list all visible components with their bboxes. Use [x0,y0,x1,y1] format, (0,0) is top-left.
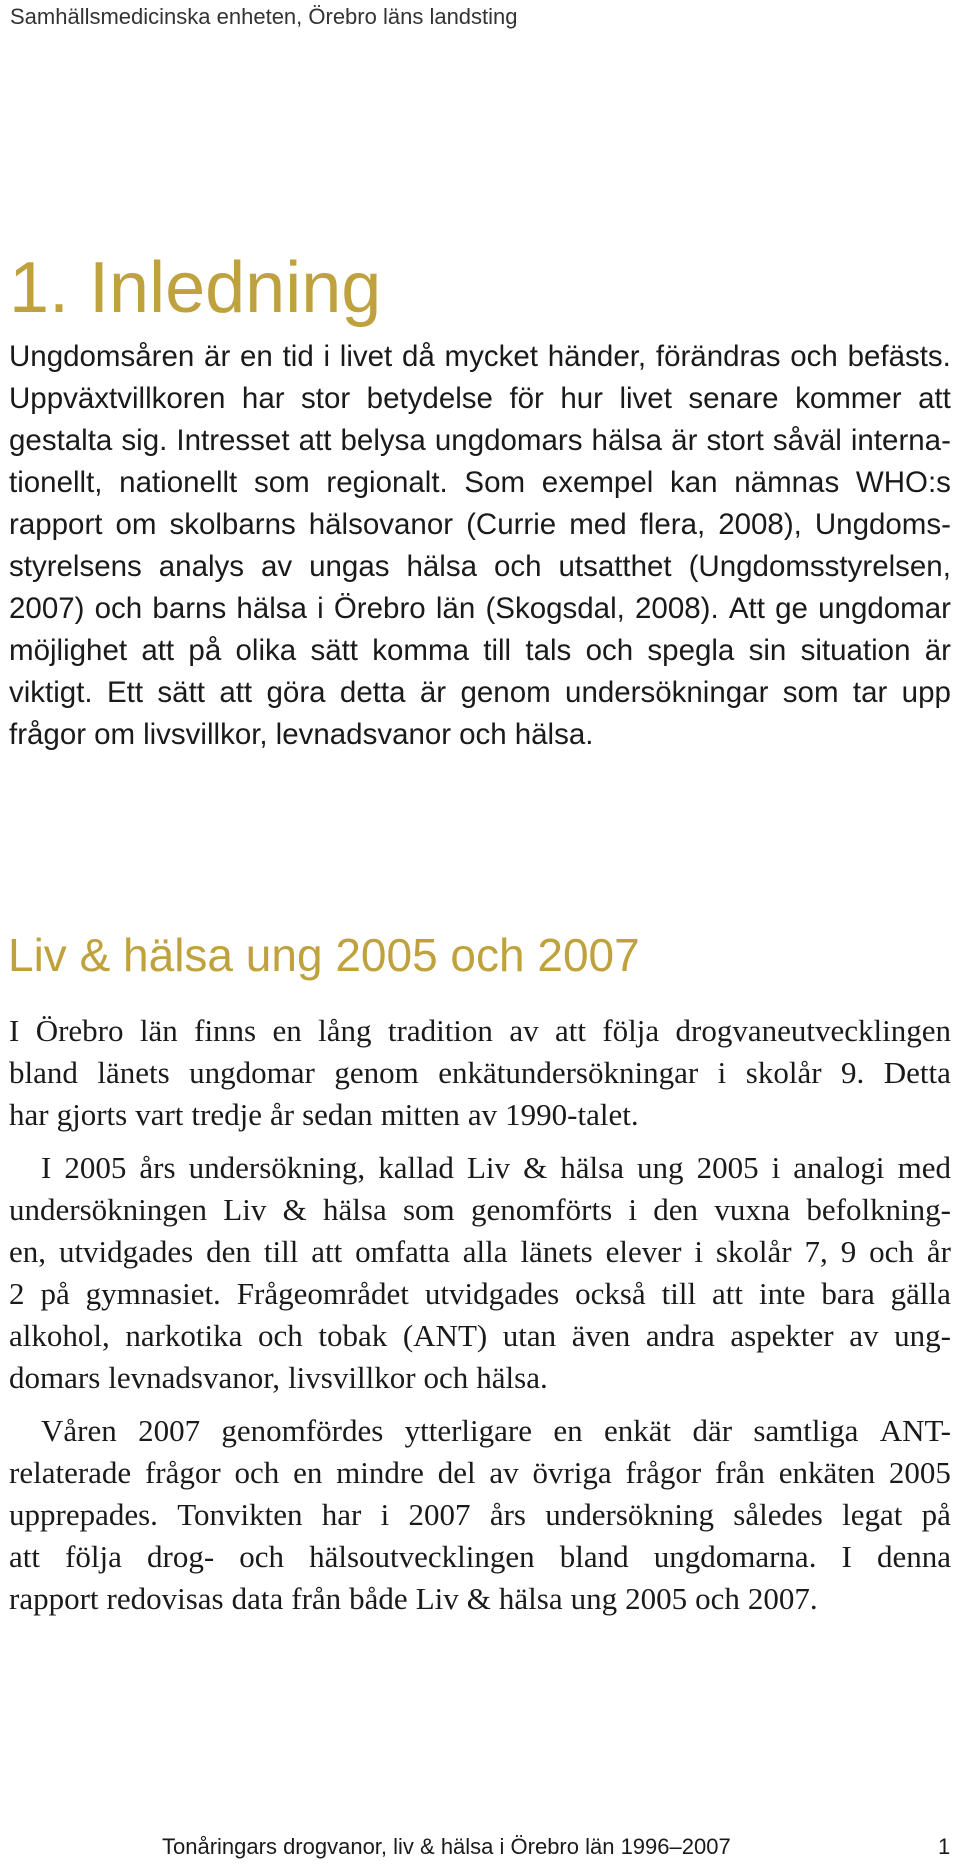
footer-report-title: Tonåringars drogvanor, liv & hälsa i Örebro län 1996–2007 [162,1834,731,1859]
text-line: undersökningen Liv & hälsa som genomförts i den vuxna befolkning- [9,1191,951,1227]
section-heading: Liv & hälsa ung 2005 och 2007 [8,929,640,981]
text-line: har gjorts vart tredje år sedan mitten av 1990-talet. [9,1096,639,1132]
running-header: Samhällsmedicinska enheten, Örebro läns landsting [10,4,518,29]
text-line: 2 på gymnasiet. Frågeområdet utvidgades också till att inte bara gälla [9,1275,951,1311]
text-line: domars levnadsvanor, livsvillkor och hälsa. [9,1359,548,1395]
text-line: att följa drog- och hälsoutvecklingen bland ungdomarna. I denna [9,1538,951,1574]
text-line: I Örebro län finns en lång tradition av att följa drogvaneutvecklingen [9,1012,951,1048]
text-line: Våren 2007 genomfördes ytterligare en enkät där samtliga ANT- [41,1412,951,1448]
text-line: gestalta sig. Intresset att belysa ungdomars hälsa är stort såväl interna- [9,424,951,458]
text-line: relaterade frågor och en mindre del av övriga frågor från enkäten 2005 [9,1454,951,1490]
text-line: alkohol, narkotika och tobak (ANT) utan även andra aspekter av ung- [9,1317,951,1353]
chapter-title: 1. Inledning [9,248,382,328]
text-line: möjlighet att på olika sätt komma till tals och spegla sin situation är [9,634,951,668]
text-line: 2007) och barns hälsa i Örebro län (Skogsdal, 2008). Att ge ungdomar [9,592,951,626]
text-line: frågor om livsvillkor, levnadsvanor och hälsa. [9,718,594,752]
text-line: I 2005 års undersökning, kallad Liv & hälsa ung 2005 i analogi med [41,1149,951,1185]
text-line: tionellt, nationellt som regionalt. Som exempel kan nämnas WHO:s [9,466,951,500]
text-line: upprepades. Tonvikten har i 2007 års undersökning således legat på [9,1496,951,1532]
text-line: Ungdomsåren är en tid i livet då mycket händer, förändras och befästs. [9,340,951,374]
text-line: Uppväxtvillkoren har stor betydelse för hur livet senare kommer att [9,382,951,416]
text-line: en, utvidgades den till att omfatta alla länets elever i skolår 7, 9 och år [9,1233,951,1269]
text-line: styrelsens analys av ungas hälsa och utsatthet (Ungdomsstyrelsen, [9,550,951,584]
text-line: viktigt. Ett sätt att göra detta är genom undersökningar som tar upp [9,676,951,710]
footer-page-number: 1 [938,1834,951,1859]
text-line: rapport redovisas data från både Liv & hälsa ung 2005 och 2007. [9,1580,818,1616]
text-line: bland länets ungdomar genom enkätundersökningar i skolår 9. Detta [9,1054,951,1090]
text-line: rapport om skolbarns hälsovanor (Currie med flera, 2008), Ungdoms- [9,508,951,542]
